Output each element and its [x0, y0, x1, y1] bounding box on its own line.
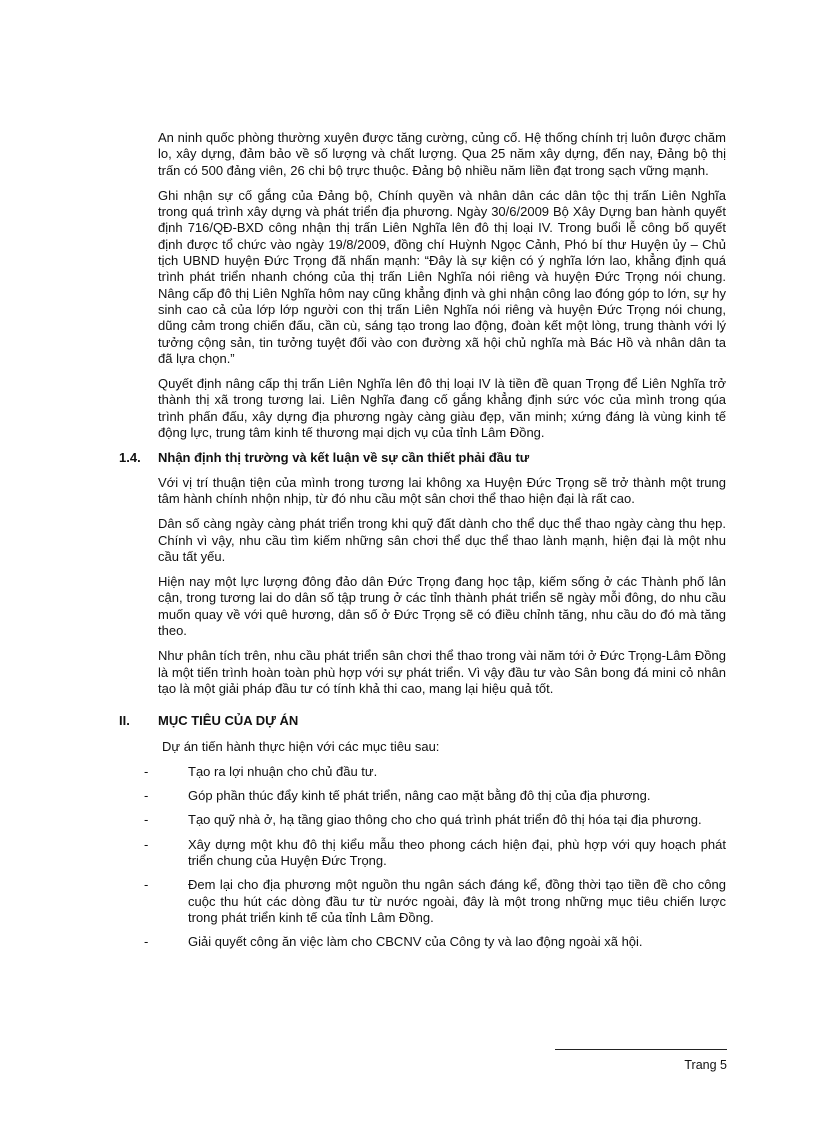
list-item — [144, 836, 726, 870]
body-paragraph: Hiện nay một lực lượng đông đảo dân Đức Trọng đang học tập, kiếm sống ở các Thành phố lân cận, trong tương lai do dân số tập trung ở các tỉnh thành phát triển sẽ ngày mỗi đông, do nhu cầu muốn quay về với quê hương, dân số ở Đức Trọng sẽ có điều chỉnh tăng, nhu cầu do đó mà tăng theo. — [158, 574, 726, 639]
bullet-dash: - — [144, 934, 149, 950]
footer-divider — [555, 1049, 727, 1050]
bullet-dash: - — [144, 812, 149, 828]
body-paragraph: Quyết định nâng cấp thị trấn Liên Nghĩa lên đô thị loại IV là tiền đề quan Trọng để Liên Nghĩa trở thành thị xã trong tương lai. Liên Nghĩa đang cố gắng khẳng định sức vóc của mình trong qúa trình phấn đấu, xây dựng địa phương ngày càng giàu đẹp, văn minh; xứng đáng là vùng kinh tế động lực, trung tâm kinh tế thương mại dịch vụ của tỉnh Lâm Đồng. — [158, 376, 726, 441]
bullet-dash: - — [144, 836, 149, 852]
section-number: 1.4. — [119, 450, 141, 466]
list-item — [144, 877, 726, 926]
list-item-text: Tạo ra lợi nhuận cho chủ đầu tư. — [188, 763, 378, 779]
list-item-text: Đem lại cho địa phương một nguồn thu ngân sách đáng kể, đồng thời tạo tiền đề cho công cuộc thu hút các dòng đầu tư từ nước ngoài, đây là một trong những mục tiêu chiến lược trong phát triển kinh tế của tỉnh Lâm Đồng. — [188, 877, 726, 925]
bullet-dash: - — [144, 877, 149, 893]
body-paragraph: Dân số càng ngày càng phát triển trong khi quỹ đất dành cho thể dục thể thao ngày càng thu hẹp. Chính vì vậy, nhu cầu tìm kiếm những sân chơi thể dục thể thao lành mạnh, hiện đại là một nhu cầu tất yếu. — [158, 516, 726, 564]
list-item-text: Góp phần thúc đẩy kinh tế phát triển, nâng cao mặt bằng đô thị của địa phương. — [188, 788, 651, 804]
section-heading-1-4 — [119, 450, 726, 466]
section-heading-ii — [119, 713, 726, 729]
objectives-intro: Dự án tiến hành thực hiện với các mục tiêu sau: — [162, 738, 440, 754]
objectives-list — [144, 763, 726, 951]
body-paragraph: Ghi nhận sự cố gắng của Đảng bộ, Chính quyền và nhân dân các dân tộc thị trấn Liên Nghĩa trong quá trình xây dựng và phát triển địa phương. Ngày 30/6/2009 Bộ Xây Dựng ban hành quyết định 716/QĐ-BXD công nhận thị trấn Liên Nghĩa lên đô thị loại IV. Trong buổi lễ công bố quyết định được tổ chức vào ngày 19/8/2009, đồng chí Huỳnh Ngọc Cảnh, Phó bí thư Huyện ủy – Chủ tịch UBND huyện Đức Trọng đã nhấn mạnh: “Đây là sự kiện có ý nghĩa lớn lao, khẳng định quá trình phát triển nhanh chóng của thị trấn Liên Nghĩa nói riêng và huyện Đức Trọng nói chung. Nâng cấp đô thị Liên Nghĩa hôm nay cũng khẳng định và ghi nhận công lao đóng góp to lớn, sự hy sinh cao cả của lớp lớp người con thị trấn Liên Nghĩa nói riêng và huyện Đức Trọng nói chung, dũng cảm trong chiến đấu, cần cù, sáng tạo trong lao động, đoàn kết một lòng, trung thành với lý tưởng cộng sản, tin tưởng tuyệt đối vào con đường xã hội chủ nghĩa mà Bác Hồ và nhân dân ta đã lựa chọn.” — [158, 187, 726, 366]
list-item-text: Tạo quỹ nhà ở, hạ tầng giao thông cho cho quá trình phát triển đô thị hóa tại địa phương. — [188, 812, 702, 828]
list-item-text: Giải quyết công ăn việc làm cho CBCNV của Công ty và lao động ngoài xã hội. — [188, 934, 643, 950]
list-item — [144, 812, 726, 828]
list-item — [144, 934, 726, 950]
list-item-text: Xây dựng một khu đô thị kiểu mẫu theo phong cách hiện đại, phù hợp với quy hoạch phát triển chung của Huyện Đức Trọng. — [188, 836, 726, 868]
section-title: MỤC TIÊU CỦA DỰ ÁN — [158, 713, 299, 729]
list-item — [144, 763, 726, 780]
body-paragraph: An ninh quốc phòng thường xuyên được tăng cường, củng cố. Hệ thống chính trị luôn được chăm lo, xây dựng, đảm bảo về số lượng và chất lượng. Qua 25 năm xây dựng, đến nay, Đảng bộ thị trấn có 500 đảng viên, 26 chi bộ trực thuộc. Đảng bộ nhiều năm liền đạt trong sạch vững mạnh. — [158, 130, 726, 178]
page-body — [119, 130, 726, 958]
list-item — [144, 788, 726, 804]
body-paragraph: Với vị trí thuận tiện của mình trong tương lai không xa Huyện Đức Trọng sẽ trở thành một trung tâm hành chính nhộn nhịp, từ đó nhu cầu một sân chơi thể thao hiện đại là rất cao. — [158, 474, 726, 506]
bullet-dash: - — [144, 788, 149, 804]
body-paragraph: Như phân tích trên, nhu cầu phát triển sân chơi thể thao trong vài năm tới ở Đức Trọng-Lâm Đồng là một tiến trình hoàn toàn phù hợp với sự phát triển. Vì vậy đầu tư vào Sân bong đá mini cỏ nhân tạo là một giải pháp đầu tư có tính khả thi cao, mang lại hiệu quả tốt. — [158, 648, 726, 696]
section-number: II. — [119, 713, 130, 729]
section-title: Nhận định thị trường và kết luận về sự cần thiết phải đầu tư — [158, 450, 530, 466]
bullet-dash: - — [144, 763, 149, 779]
page-number: Trang 5 — [684, 1058, 727, 1072]
